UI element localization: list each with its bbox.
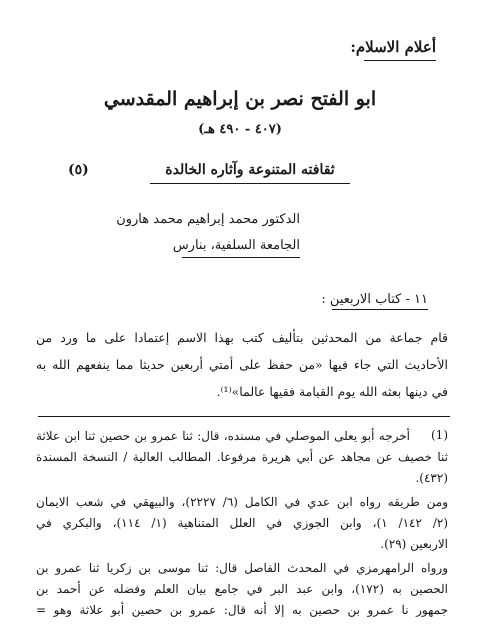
paragraph-line: في دينها بعثه الله يوم القيامة فقيها عالما»⁽¹⁾. bbox=[216, 384, 448, 399]
part-title-underline bbox=[150, 183, 350, 184]
paragraph-line: الأحاديث التي جاء فيها «من حفظ على أمتي أربعين حديثا مما ينفعهم الله به bbox=[36, 357, 448, 372]
footnote-divider bbox=[38, 416, 450, 417]
part-title: ثقافته المتنوعة وآثاره الخالدة bbox=[165, 162, 335, 178]
footnote-marker: (1) bbox=[430, 428, 448, 442]
footnote-line: (٢/ ١٤٢/ ١)، وابن الجوزي في العلل المتناهية (١/ ١١٤)، والبكري في bbox=[36, 516, 449, 530]
footnote-line: ومن طريقه رواه ابن عدي في الكامل (٦/ ٢٢٢٧)، والبيهقي في شعب الايمان bbox=[36, 495, 449, 509]
section-title-underline bbox=[364, 60, 436, 61]
author-underline bbox=[182, 257, 300, 258]
footnote-line: ثنا خصيف عن مجاهد عن أبي هريرة مرفوعا. المطالب العالية / النسخة المسندة bbox=[36, 450, 448, 464]
article-title: ابو الفتح نصر بن إبراهيم المقدسي bbox=[103, 88, 377, 110]
footnote-line: ورواه الرامهرمزي في المحدث الفاصل قال: ثنا موسى بن زكريا ثنا عمرو بن bbox=[36, 561, 448, 575]
footnote-line: الحصين به (١٧٢)، وابن عبد البر في جامع بيان العلم وفضله عن أحمد بن bbox=[36, 582, 449, 596]
section-heading-underline bbox=[332, 309, 428, 310]
article-dates: (٤٠٧ - ٤٩٠ هـ) bbox=[198, 122, 282, 137]
paragraph-line: قام جماعة من المحدثين بتأليف كتب بهذا الاسم إعتمادا على ما ورد من bbox=[36, 330, 448, 345]
section-title: أعلام الاسلام: bbox=[350, 38, 436, 56]
part-number: (٥) bbox=[68, 162, 89, 178]
footnote-line: جمهور نا عمرو بن حصين به إلا أنه قال: عمرو بن حصين أبو علاثة وهو = bbox=[36, 603, 448, 617]
section-heading: ١١ - كتاب الاربعين : bbox=[321, 292, 428, 307]
author-name: الدكتور محمد إبراهيم محمد هارون bbox=[116, 212, 300, 227]
footnote-line: الاربعين (٢٩). bbox=[380, 537, 448, 551]
footnote-line: (٤٣٢). bbox=[415, 471, 448, 485]
author-affiliation: الجامعة السلفية، بنارس bbox=[172, 238, 300, 253]
footnote-line: أخرجه أبو يعلى الموصلي في مسنده، قال: ثنا عمرو بن حصين ثنا ابن علاثة bbox=[36, 429, 410, 443]
